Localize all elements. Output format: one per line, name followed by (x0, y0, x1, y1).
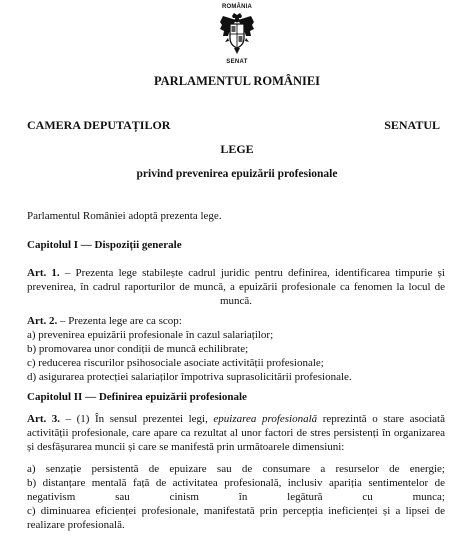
adoption-statement: Parlamentul României adoptă prezenta lege. (27, 210, 222, 222)
article-2-item-a: a) prevenirea epuizării profesionale în cazul salariaților; (27, 329, 274, 341)
article-2-label: Art. 2. (27, 315, 58, 327)
article-1-text-1: – Prezenta lege stabilește cadrul juridic pentru definirea, identificarea timpurie și (59, 267, 445, 279)
article-1-label: Art. 1. (27, 267, 60, 279)
dimension-b-line-2: negativism sau cinism în legătură cu munca; (27, 491, 445, 503)
law-subject: privind prevenirea epuizării profesionale (136, 168, 338, 180)
chamber-deputies-label: CAMERA DEPUTAȚILOR (27, 118, 171, 132)
article-3-line-3: și desfășurarea muncii și care se manifestă prin următoarele dimensiuni: (27, 441, 345, 453)
parliament-heading: PARLAMENTUL ROMÂNIEI (153, 74, 321, 88)
chapter-2-heading: Capitolul II — Definirea epuizării profesionale (27, 391, 247, 403)
article-3-line-1 (27, 412, 445, 426)
article-3 (27, 412, 445, 454)
article-3-text-1b: reprezintă o stare asociată (317, 413, 445, 425)
article-1-line-3: muncă. (219, 295, 253, 307)
article-3-dimensions (27, 462, 445, 532)
dimension-a: a) senzație persistentă de epuizare sau de consumare a resurselor de energie; (27, 463, 445, 475)
article-2-item-b: b) promovarea unor condiții de muncă echilibrate; (27, 343, 249, 355)
article-3-text-1a: – (1) În sensul prezentei legi, (60, 413, 214, 425)
article-1-line-2: prevenirea, în cadrul raporturilor de muncă, a epuizării profesionale ca fenomen la locul de (27, 281, 445, 293)
romanian-coat-of-arms (212, 4, 262, 66)
emblem-bottom-text: SENAT (226, 59, 248, 65)
article-2-intro (27, 314, 445, 328)
article-3-label: Art. 3. (27, 413, 61, 425)
article-2-item-c: c) reducerea riscurilor psihosociale asociate activității profesionale; (27, 357, 324, 369)
article-3-defined-term: epuizarea profesională (213, 413, 318, 425)
eagle-icon (219, 12, 255, 58)
article-1-line-1 (27, 266, 445, 280)
senate-label: SENATUL (384, 118, 440, 132)
dimension-c-line-1: c) diminuarea eficienței profesionale, manifestată prin percepția ineficienței și a lipsei de (27, 505, 445, 517)
dimension-c-line-2: realizare profesională. (27, 519, 125, 531)
article-3-line-2: activității profesionale, care apare ca rezultat al unor factori de stres persistenți în organizarea (27, 427, 445, 439)
emblem-top-text: ROMÂNIA (221, 4, 253, 10)
article-2-item-d: d) asigurarea protecției salariaților împotriva suprasolicitării profesionale. (27, 371, 352, 383)
law-title: LEGE (220, 142, 254, 156)
dimension-b-line-1: b) distanțare mentală față de activitatea profesională, inclusiv apariția sentimentelor de (27, 477, 445, 489)
article-2-text: – Prezenta lege are ca scop: (57, 315, 182, 327)
article-2 (27, 314, 445, 384)
chapter-1-heading: Capitolul I — Dispoziții generale (27, 239, 182, 251)
article-1 (27, 266, 445, 308)
